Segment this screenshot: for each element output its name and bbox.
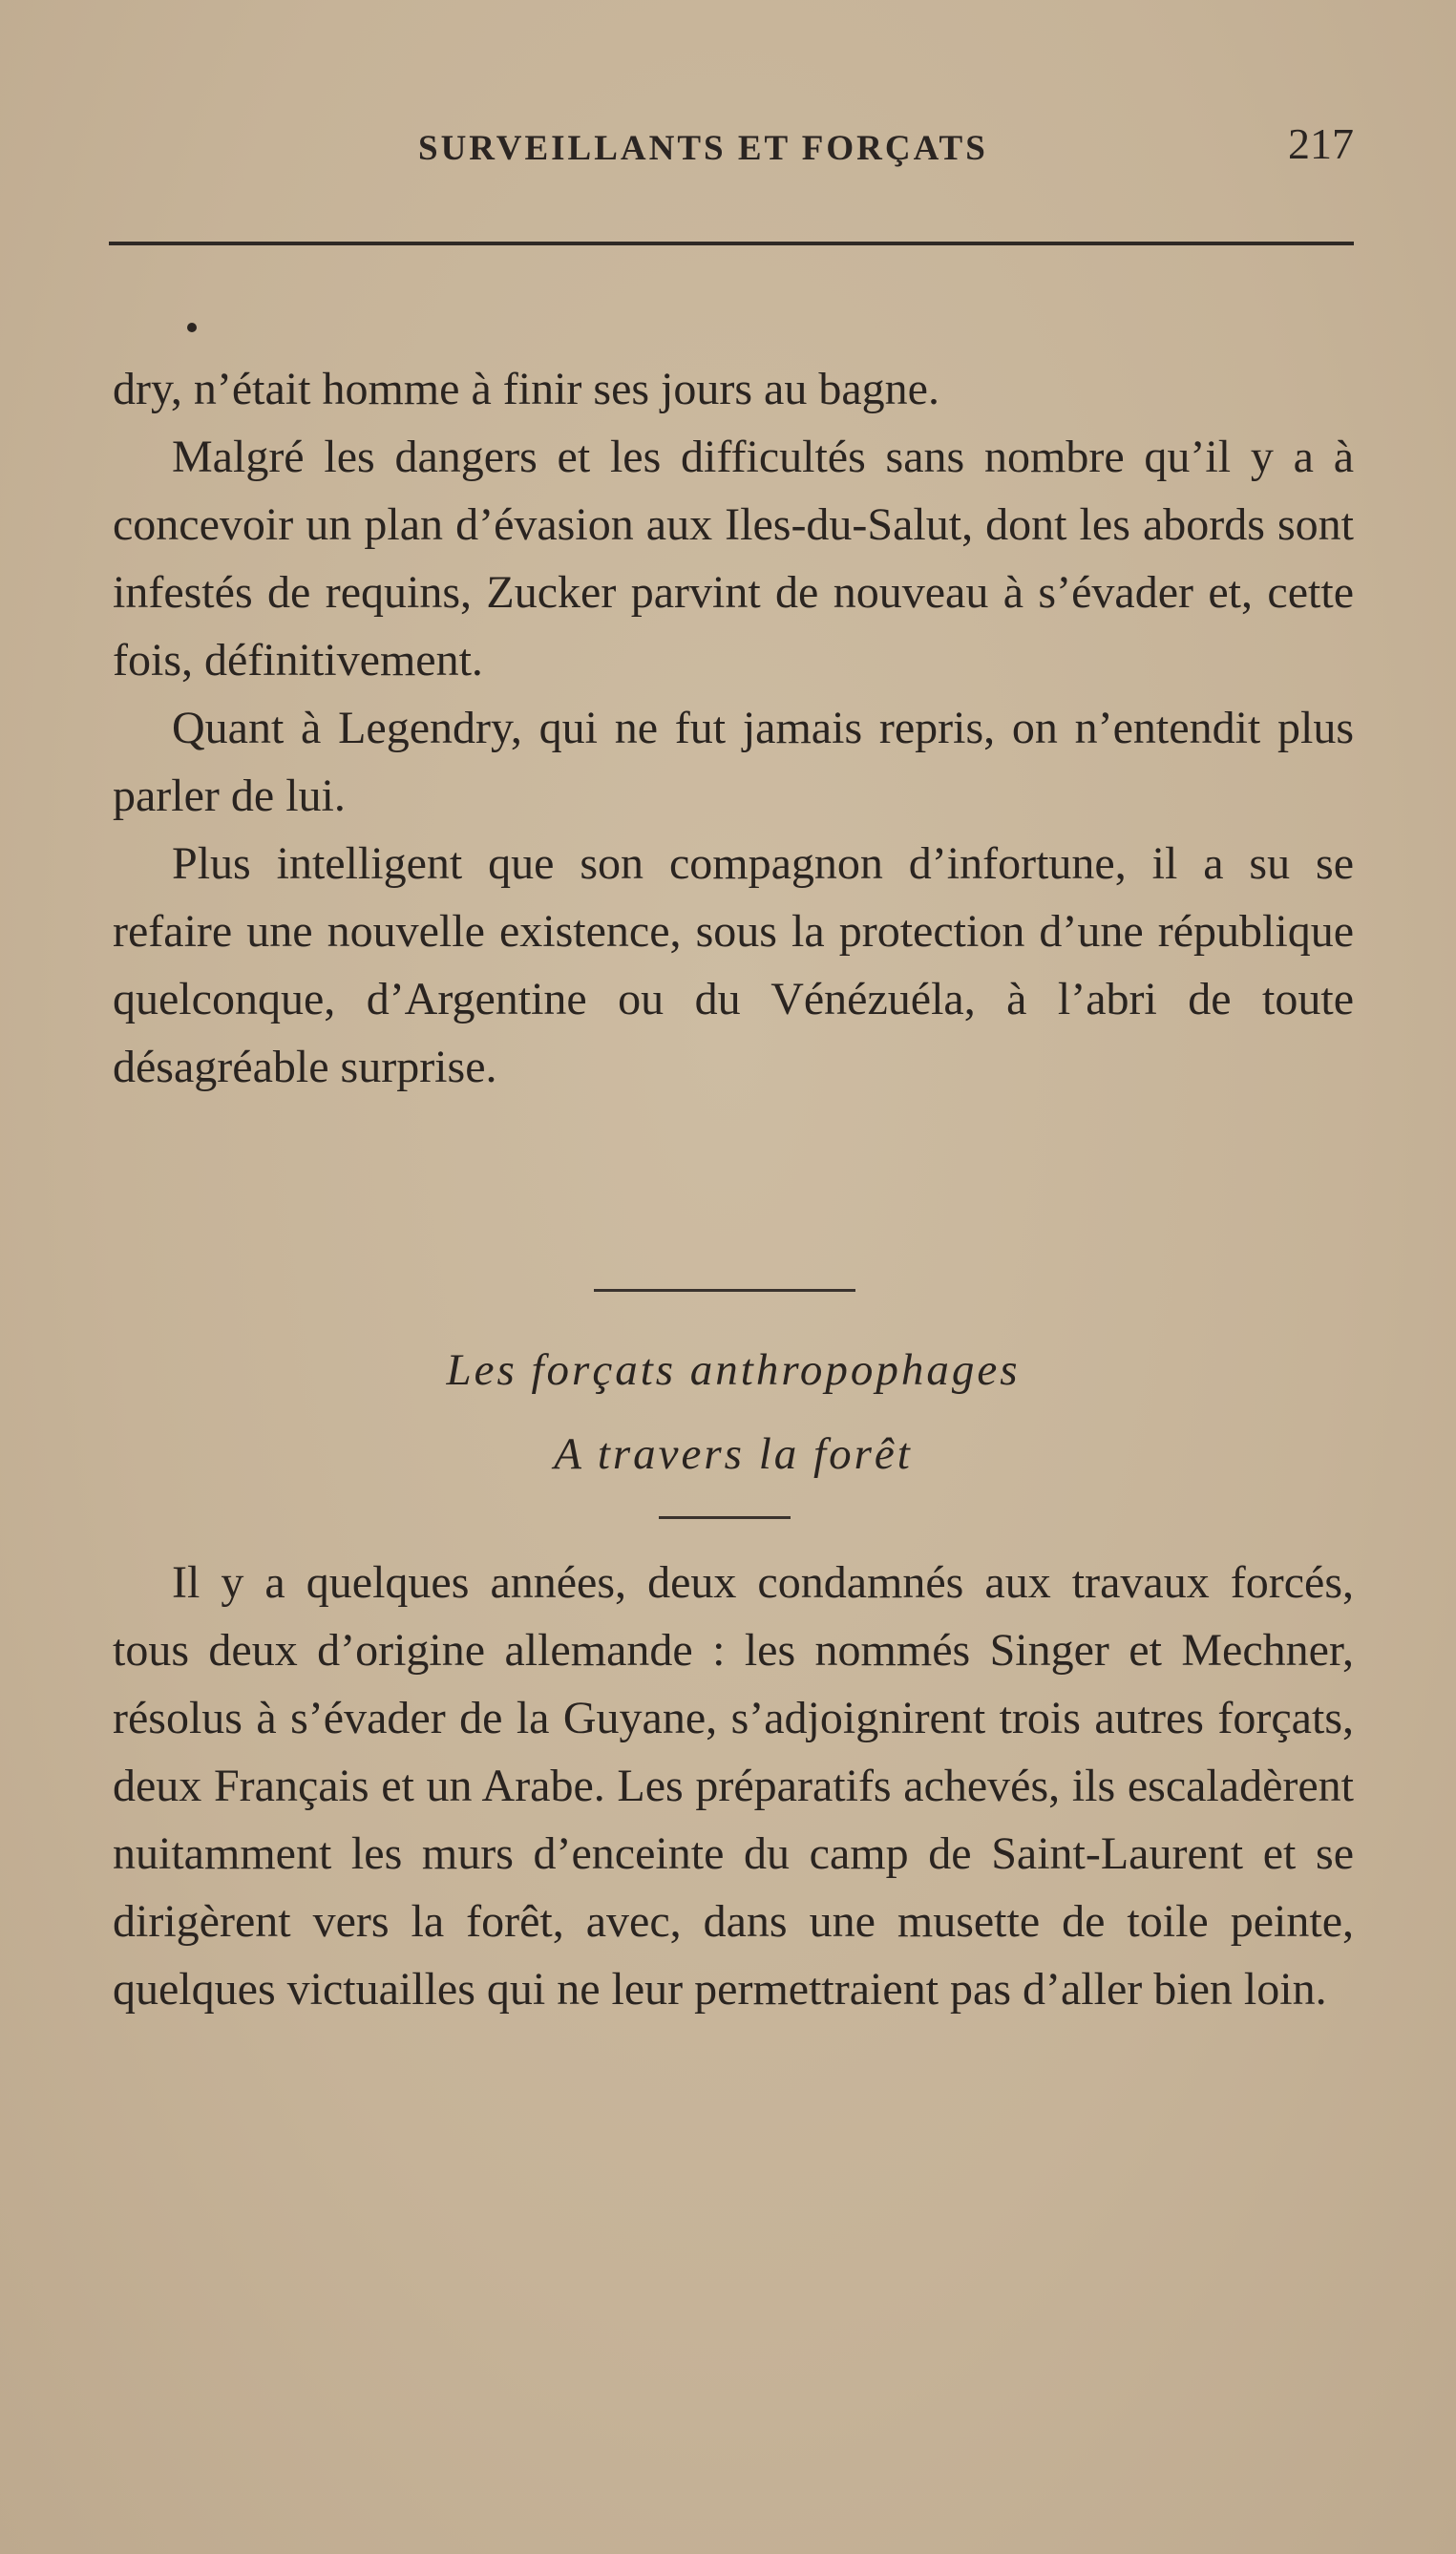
ink-speck — [187, 323, 197, 332]
paragraph: Plus intelligent que son compagnon d’infortune, il a su se refaire une nouvelle existence, sous la protection d’une république quelconque, d’Argentine ou du Vénézuéla, à l’abri de toute désagréable surprise. — [113, 838, 1354, 1092]
paragraph: Il y a quelques années, deux condamnés aux travaux forcés, tous deux d’origine allemande : les nommés Singer et Mechner, résolus à s’évader de la Guyane, s’adjoignirent trois autres forçats, deux Français et un Arabe. Les préparatifs achevés, ils escaladèrent nuitamment les murs d’enceinte du camp de Saint-Laurent et se dirigèrent vers la forêt, avec, dans une musette de toile peinte, quelques victuailles qui ne leur permettraient pas d’aller bien loin. — [113, 1557, 1354, 2015]
body-text-upper — [113, 355, 1354, 1101]
paragraph-continuation: dry, n’était homme à finir ses jours au bagne. — [113, 364, 939, 414]
section-heading: Les forçats anthropophages — [446, 1345, 1021, 1395]
page-number: 217 — [1288, 119, 1354, 168]
paragraph: Malgré les dangers et les difficultés sans nombre qu’il y a à concevoir un plan d’évasion aux Iles-du-Salut, dont les abords sont infestés de requins, Zucker parvint de nouveau à s’évader et, cette fois, définitivement. — [113, 432, 1354, 686]
body-text-lower — [113, 1549, 1354, 2023]
section-divider-bottom — [659, 1516, 791, 1519]
section-divider-top — [594, 1289, 855, 1292]
page-header — [113, 113, 1354, 170]
header-rule — [109, 242, 1354, 245]
running-head: SURVEILLANTS ET FORÇATS — [418, 129, 988, 168]
section-subheading: A travers la forêt — [554, 1429, 913, 1479]
paragraph: Quant à Legendry, qui ne fut jamais repris, on n’entendit plus parler de lui. — [113, 703, 1354, 821]
